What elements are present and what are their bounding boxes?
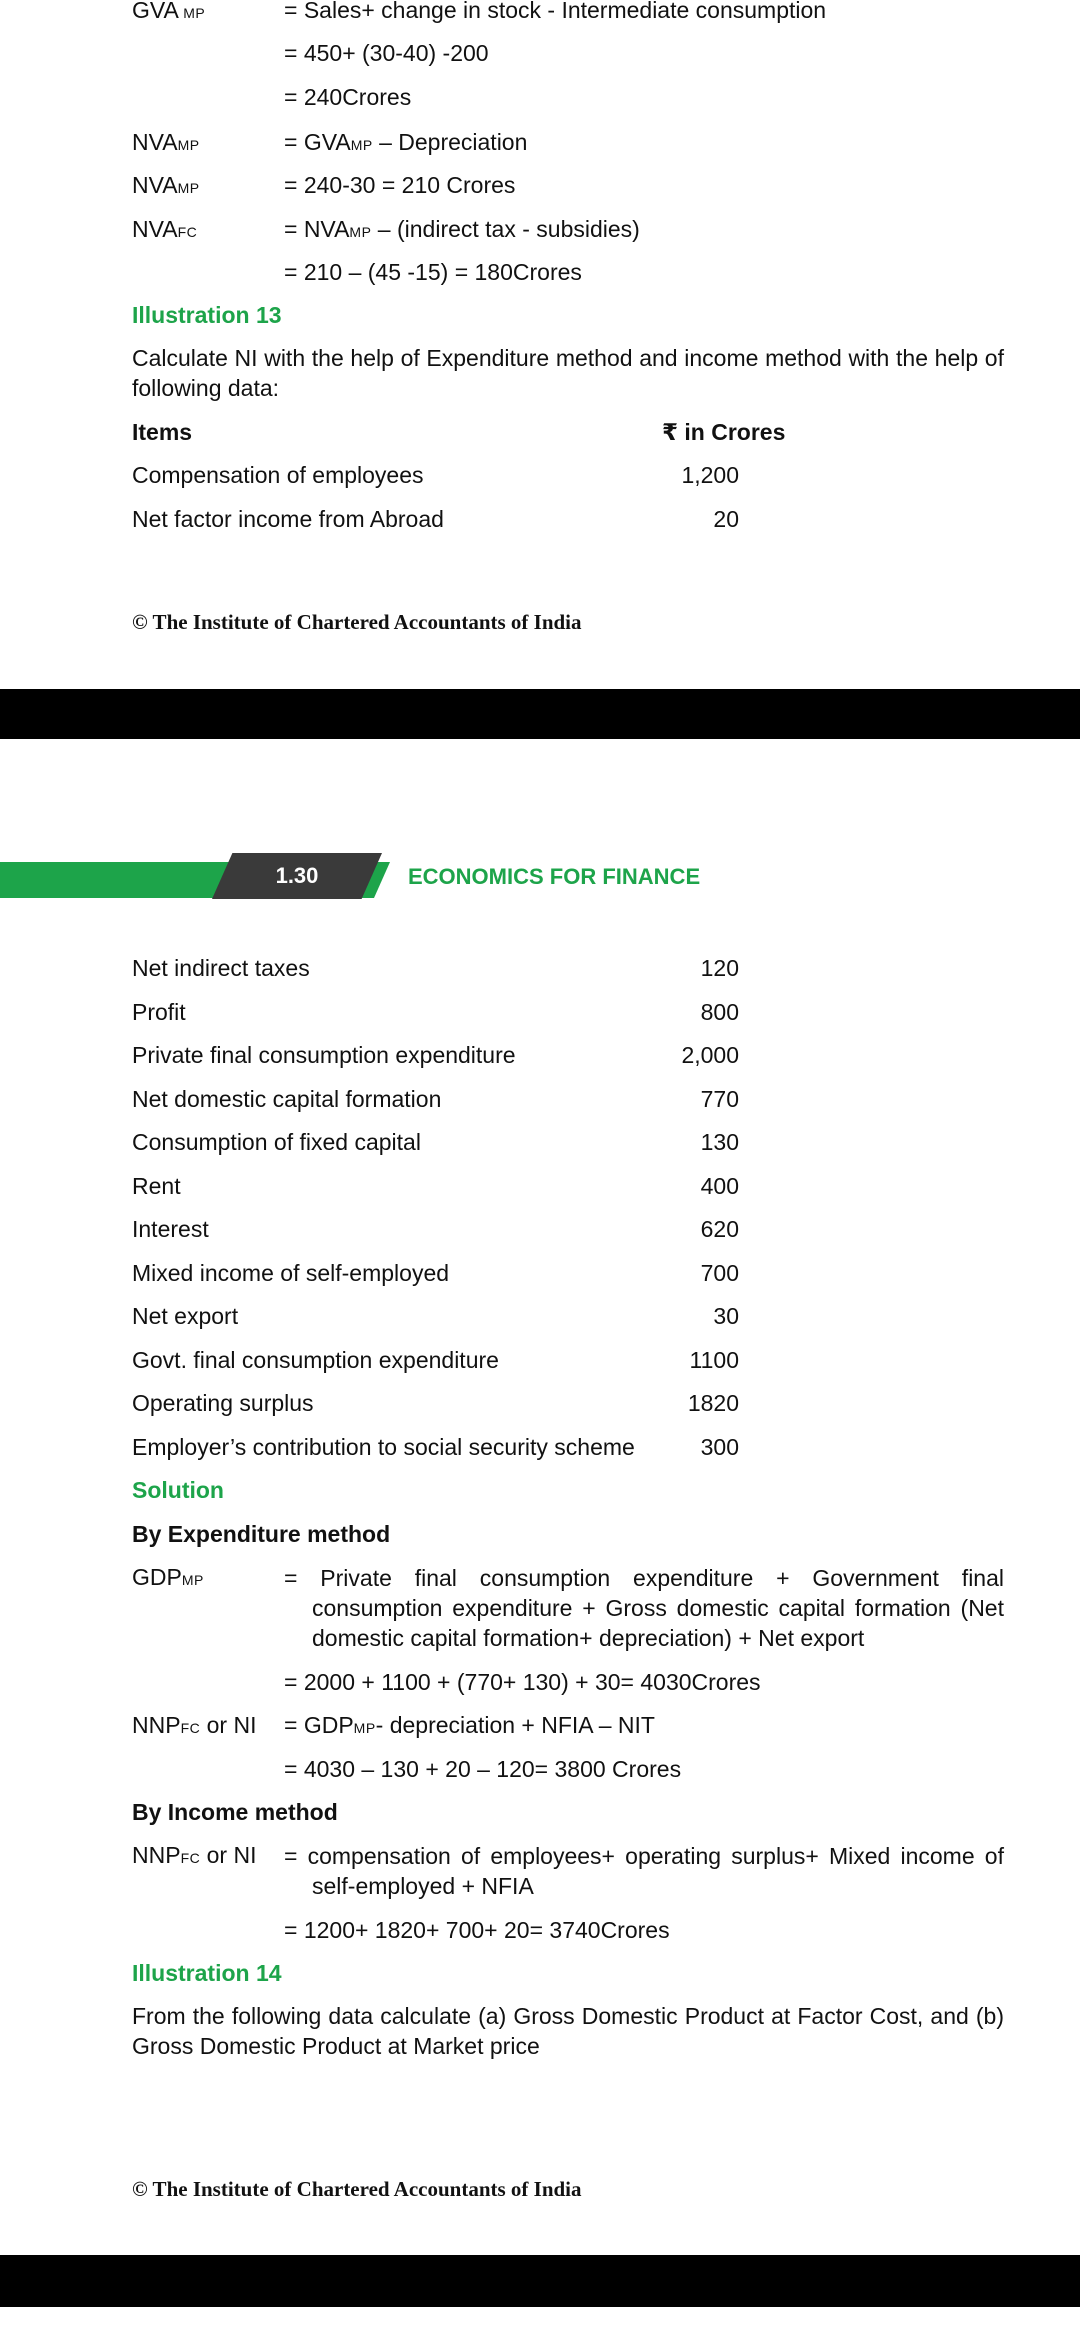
table-header-value: ₹ in Crores bbox=[662, 419, 786, 445]
table-cell-value: 700 bbox=[700, 1260, 739, 1286]
gva-eq-2: = 240Crores bbox=[284, 84, 412, 110]
page-number: 1.30 bbox=[275, 863, 319, 888]
table-cell-value: 1,200 bbox=[681, 462, 739, 488]
nva-line-1 bbox=[132, 171, 200, 202]
page-footer: © The Institute of Chartered Accountants of India bbox=[132, 2177, 582, 2201]
illustration-14-title: Illustration 14 bbox=[132, 1960, 282, 1986]
table-row: Compensation of employees bbox=[132, 462, 424, 488]
gdp-equation: = Private final consumption expenditure + Government final consumption expenditure + Gross domestic capital formation (Net domestic capital formation+ depreciation) + Net export bbox=[284, 1565, 1004, 1651]
table-cell-value: 800 bbox=[700, 999, 739, 1025]
nva-eq-3: = 210 – (45 -15) = 180Crores bbox=[284, 259, 582, 285]
nnp-label-a: NNP bbox=[132, 1842, 181, 1868]
nva-eq-0 bbox=[284, 128, 527, 159]
solution-title: Solution bbox=[132, 1477, 224, 1503]
table-cell-value: 400 bbox=[700, 1173, 739, 1199]
nnp-label-sub: FC bbox=[180, 1850, 201, 1866]
table-row: Interest bbox=[132, 1216, 209, 1242]
nva-eq-a: = NVA bbox=[284, 216, 350, 242]
nva-eq-a: = GVA bbox=[284, 129, 351, 155]
header-title: ECONOMICS FOR FINANCE bbox=[408, 864, 701, 889]
nnp-eq-a: = GDP bbox=[284, 1712, 354, 1738]
table-row: Profit bbox=[132, 999, 186, 1025]
table-cell-value: 2,000 bbox=[681, 1042, 739, 1068]
gva-eq-0: = Sales+ change in stock - Intermediate consumption bbox=[284, 0, 827, 23]
header-banner-stripe bbox=[0, 862, 230, 898]
nva-eq-sub: MP bbox=[350, 137, 373, 153]
expenditure-heading: By Expenditure method bbox=[132, 1521, 391, 1547]
illustration-14-text: From the following data calculate (a) Gross Domestic Product at Factor Cost, and (b) Gross Domestic Product at Market price bbox=[132, 2003, 1004, 2059]
page-separator bbox=[0, 689, 1080, 739]
table-cell-value: 1100 bbox=[689, 1347, 739, 1373]
table-cell-value: 20 bbox=[713, 506, 739, 532]
income-heading: By Income method bbox=[132, 1799, 338, 1825]
nva-label: NVA bbox=[132, 129, 178, 155]
nva-label-sub: FC bbox=[177, 224, 198, 240]
table-row: Employer’s contribution to social security scheme bbox=[132, 1434, 635, 1460]
table-row: Net indirect taxes bbox=[132, 955, 310, 981]
nnp-eq-b: - depreciation + NFIA – NIT bbox=[375, 1712, 655, 1738]
nnp-label-b: or NI bbox=[200, 1712, 257, 1738]
nva-eq-2 bbox=[284, 215, 640, 246]
gva-line-0 bbox=[132, 0, 205, 27]
nva-label-sub: MP bbox=[177, 180, 200, 196]
table-row: Consumption of fixed capital bbox=[132, 1129, 421, 1155]
table-cell-value: 620 bbox=[700, 1216, 739, 1242]
table-header-items: Items bbox=[132, 419, 193, 445]
nnp2-result: = 1200+ 1820+ 700+ 20= 3740Crores bbox=[284, 1917, 670, 1943]
gdp-result: = 2000 + 1100 + (770+ 130) + 30= 4030Crores bbox=[284, 1669, 761, 1695]
table-row: Mixed income of self-employed bbox=[132, 1260, 450, 1286]
nnp-label-sub: FC bbox=[180, 1720, 201, 1736]
table-row: Net export bbox=[132, 1303, 239, 1329]
nnp2-equation: = compensation of employees+ operating surplus+ Mixed income of self-employed + NFIA bbox=[284, 1843, 1004, 1899]
table-cell-value: 130 bbox=[700, 1129, 739, 1155]
gdp-label bbox=[132, 1563, 204, 1594]
table-cell-value: 1820 bbox=[687, 1390, 739, 1416]
nva-eq-sub: MP bbox=[349, 224, 372, 240]
table-row: Net domestic capital formation bbox=[132, 1086, 442, 1112]
gdp-label-sub: MP bbox=[181, 1572, 204, 1588]
page-footer: © The Institute of Chartered Accountants of India bbox=[132, 610, 582, 634]
nva-line-2 bbox=[132, 215, 197, 246]
nva-label: NVA bbox=[132, 172, 178, 198]
nva-label-sub: MP bbox=[177, 137, 200, 153]
nnp-label-b: or NI bbox=[200, 1842, 257, 1868]
nnp-label bbox=[132, 1711, 256, 1742]
gva-label-sub: MP bbox=[178, 5, 206, 21]
table-cell-value: 30 bbox=[713, 1303, 739, 1329]
nnp-label-a: NNP bbox=[132, 1712, 181, 1738]
table-cell-value: 300 bbox=[700, 1434, 739, 1460]
nnp2-label bbox=[132, 1841, 256, 1872]
page-separator bbox=[0, 2255, 1080, 2307]
nnp-equation bbox=[284, 1711, 655, 1742]
table-row: Operating surplus bbox=[132, 1390, 314, 1416]
nva-eq-1: = 240-30 = 210 Crores bbox=[284, 172, 516, 198]
illustration-13-text: Calculate NI with the help of Expenditure method and income method with the help of following data: bbox=[132, 345, 1004, 401]
table-row: Govt. final consumption expenditure bbox=[132, 1347, 499, 1373]
table-row: Private final consumption expenditure bbox=[132, 1042, 516, 1068]
nva-label: NVA bbox=[132, 216, 178, 242]
gva-label: GVA bbox=[132, 0, 179, 23]
table-cell-value: 120 bbox=[700, 955, 739, 981]
table-cell-value: 770 bbox=[700, 1086, 739, 1112]
illustration-13-title: Illustration 13 bbox=[132, 302, 282, 328]
nnp-result: = 4030 – 130 + 20 – 120= 3800 Crores bbox=[284, 1756, 682, 1782]
table-row: Net factor income from Abroad bbox=[132, 506, 444, 532]
nva-eq-b: – Depreciation bbox=[372, 129, 528, 155]
nnp-eq-sub: MP bbox=[353, 1720, 376, 1736]
table-row: Rent bbox=[132, 1173, 181, 1199]
gdp-label-main: GDP bbox=[132, 1564, 182, 1590]
nva-eq-b: – (indirect tax - subsidies) bbox=[371, 216, 640, 242]
nva-line-0 bbox=[132, 128, 200, 159]
gva-eq-1: = 450+ (30-40) -200 bbox=[284, 40, 489, 66]
